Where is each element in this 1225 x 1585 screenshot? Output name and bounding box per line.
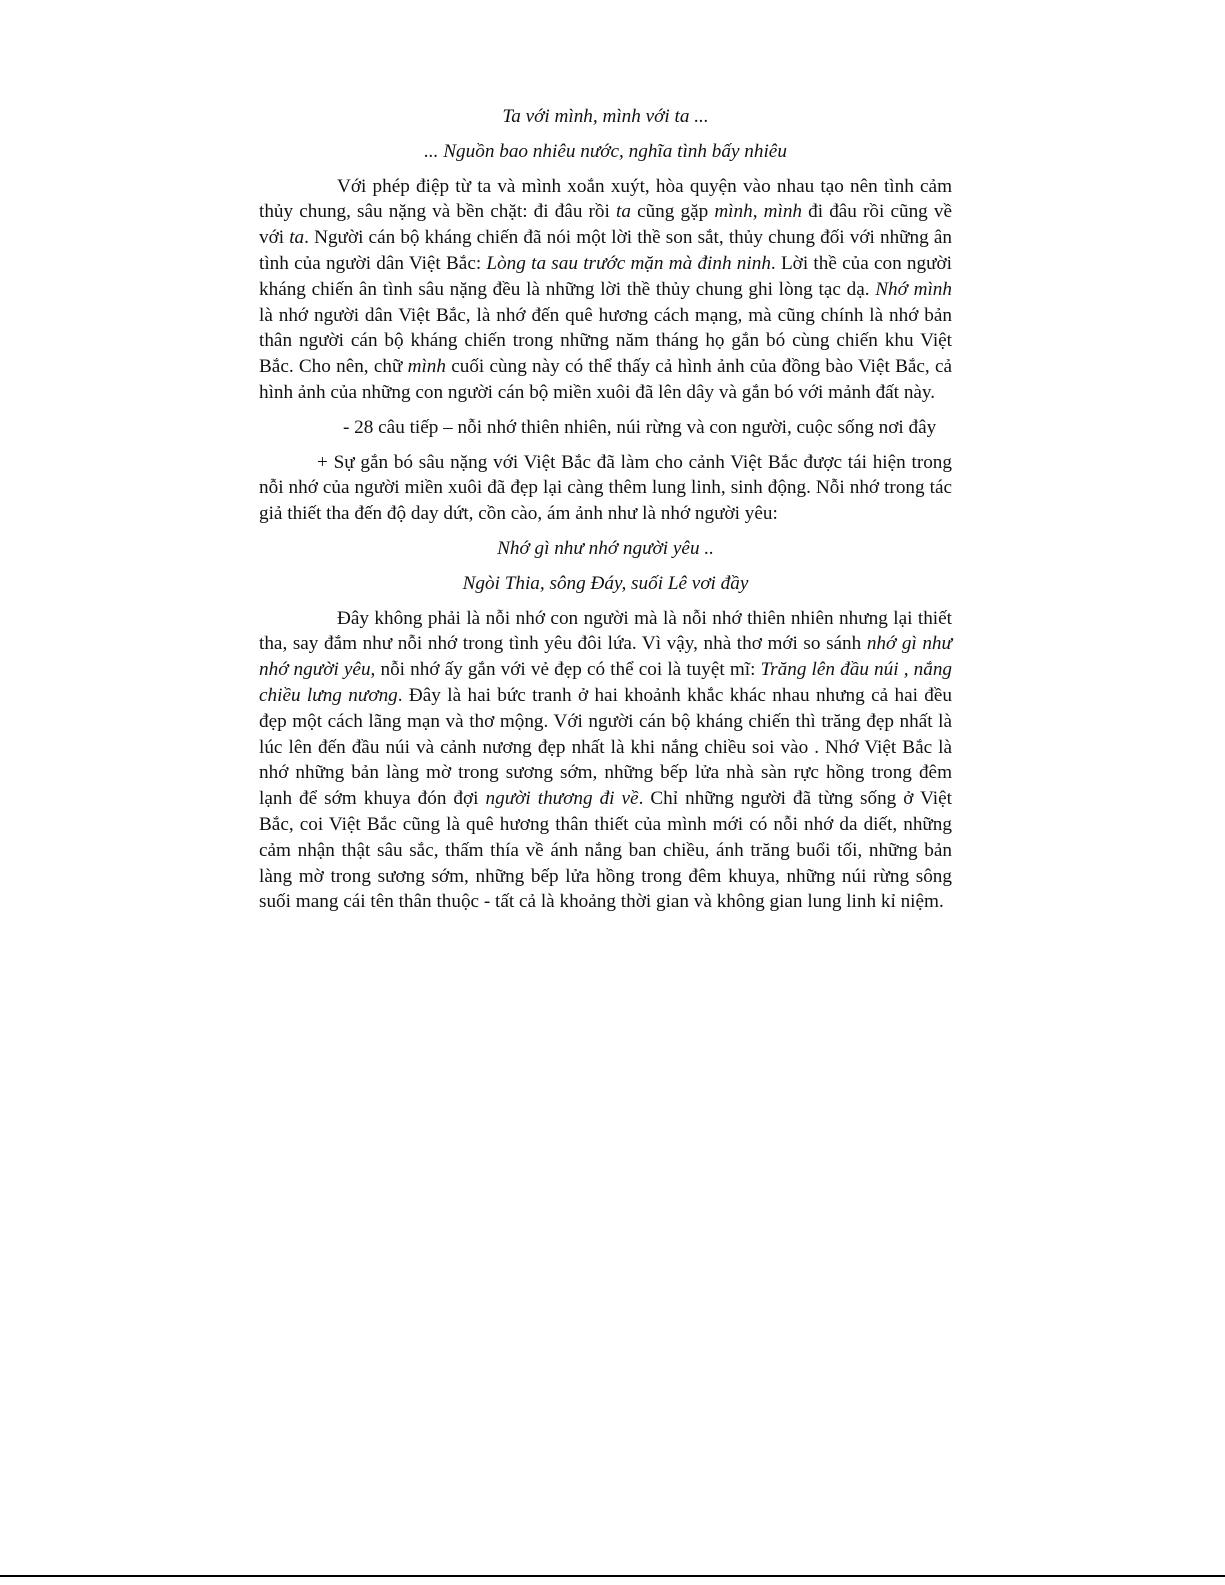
text-span: cũng gặp bbox=[630, 201, 715, 223]
text-span: . Chỉ những người đã từng sống ở Việt Bắc, coi Việt Bắc cũng là quê hương thân thiết của mình mới có nỗi nhớ da diết, những cảm nhận thật sâu sắc, thấm thía về ánh nắng ban chiều, ánh trăng buổi tối, những bản làng mờ trong sương sớm, những bếp lửa hồng trong đêm khuya, những núi rừng sông suối mang cái tên thân thuộc - tất cả là khoảng thời gian và không gian lung linh kỉ niệm. bbox=[259, 788, 952, 913]
document-page bbox=[259, 104, 952, 924]
italic-span: nhớ gì như nhớ người yêu bbox=[259, 633, 952, 681]
italic-span: ta bbox=[616, 201, 631, 223]
paragraph-1 bbox=[259, 174, 952, 406]
italic-span: mình bbox=[763, 201, 803, 223]
text-span: . Đây là hai bức tranh ở hai khoảnh khắc khác nhau nhưng cả hai đều đẹp một cách lãng mạn và thơ mộng. Với người cán bộ kháng chiến thì trăng đẹp nhất là lúc lên đến đầu núi và cảnh nương đẹp nhất là khi nắng chiều soi vào . Nhớ Việt Bắc là nhớ những bản làng mờ trong sương sớm, những bếp lửa nhà sàn rực hồng trong đêm lạnh để sớm khuya đón đợi bbox=[259, 684, 953, 810]
text-span: là nhớ người dân Việt Bắc, là nhớ đến quê hương cách mạng, mà cũng chính là nhớ bản thân người cán bộ kháng chiến trong những năm tháng họ gắn bó cùng chiến khu Việt Bắc. Cho nên, chữ bbox=[259, 304, 952, 378]
italic-span: mình bbox=[407, 356, 446, 378]
plus-list-item: + Sự gắn bó sâu nặng với Việt Bắc đã làm cho cảnh Việt Bắc được tái hiện trong nỗi nhớ của người miền xuôi đã đẹp lại càng thêm lung linh, sinh động. Nỗi nhớ trong tác giả thiết tha đến độ day dứt, cồn cào, ám ảnh như là nhớ người yêu: bbox=[259, 451, 952, 525]
text-span: , nỗi nhớ ấy gắn với vẻ đẹp có thể coi là tuyệt mĩ: bbox=[370, 659, 761, 681]
verse-line: ... Nguồn bao nhiêu nước, nghĩa tình bấy nhiêu bbox=[424, 140, 787, 162]
text-span: đi đâu rồi cũng về với bbox=[259, 201, 952, 249]
verse-line: Ta với mình, mình với ta ... bbox=[502, 106, 709, 127]
text-span: . Người cán bộ kháng chiến đã nói một lời thề son sắt, thủy chung đối với những ân tình của người dân Việt Bắc: bbox=[259, 227, 952, 274]
verse-line: Ngòi Thia, sông Đáy, suối Lê vơi đầy bbox=[462, 572, 749, 594]
dash-list-item: - 28 câu tiếp – nỗi nhớ thiên nhiên, núi rừng và con người, cuộc sống nơi đây bbox=[343, 416, 937, 438]
text-span: Với phép điệp từ ta và mình xoắn xuýt, hòa quyện vào nhau tạo nên tình cảm thủy chung, sâu nặng và bền chặt: đi đâu rồi bbox=[259, 175, 952, 223]
italic-span: Lòng ta sau trước mặn mà đinh ninh bbox=[486, 252, 771, 274]
text-span: . Lời thề của con người kháng chiến ân tình sâu nặng đều là những lời thề thủy chung ghi lòng tạc dạ. bbox=[259, 252, 952, 300]
italic-span: Trăng lên đầu núi , nắng chiều lưng nương bbox=[259, 659, 953, 706]
italic-span: mình bbox=[714, 201, 753, 223]
text-span: Đây không phải là nỗi nhớ con người mà là nỗi nhớ thiên nhiên nhưng lại thiết tha, say đắm như nỗi nhớ trong tình yêu đôi lứa. Vì vậy, nhà thơ mới so sánh bbox=[259, 607, 952, 655]
italic-span: ta bbox=[289, 227, 305, 249]
bottom-border-line bbox=[0, 1575, 1225, 1577]
italic-span: người thương đi về bbox=[485, 788, 639, 810]
text-span: cuối cùng này có thể thấy cả hình ảnh của đồng bào Việt Bắc, cả hình ảnh của những con người cán bộ miền xuôi đã lên dây và gắn bó với mảnh đất này. bbox=[259, 356, 953, 403]
italic-span: Nhớ mình bbox=[875, 278, 952, 300]
verse-line: Nhớ gì như nhớ người yêu .. bbox=[497, 537, 714, 559]
text-span: , bbox=[752, 201, 764, 223]
paragraph-2 bbox=[259, 606, 952, 916]
